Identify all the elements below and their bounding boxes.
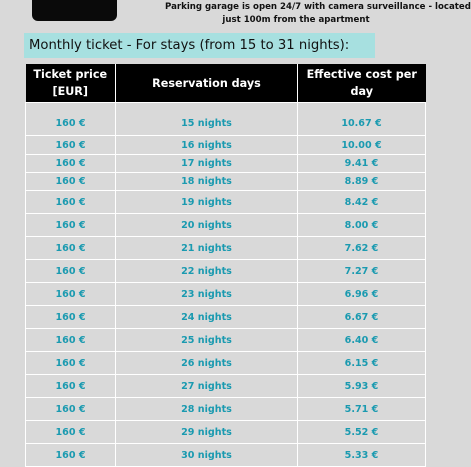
cell-price: 160 € [26,283,116,306]
cell-days: 25 nights [116,329,298,352]
table-row [26,237,426,260]
column-header-days: Reservation days [116,64,298,103]
table-row [26,155,426,173]
cell-price: 160 € [26,173,116,191]
section-title: Monthly ticket - For stays (from 15 to 31 nights): [29,38,350,53]
cell-price: 160 € [26,375,116,398]
cell-cost: 8.42 € [298,191,426,214]
parking-notice [165,1,471,26]
table-row [26,329,426,352]
cell-days: 16 nights [116,136,298,155]
cell-days: 15 nights [116,103,298,136]
table-row [26,103,426,136]
table-row [26,352,426,375]
cell-cost: 5.93 € [298,375,426,398]
notice-line-2: just 100m from the apartment [222,14,370,25]
cell-days: 29 nights [116,421,298,444]
section-title-bar [24,33,375,58]
cell-cost: 5.33 € [298,444,426,467]
cell-cost: 6.96 € [298,283,426,306]
cell-days: 27 nights [116,375,298,398]
table-row [26,421,426,444]
cell-cost: 6.67 € [298,306,426,329]
table-header-row [26,64,426,103]
notice-line-1: Parking garage is open 24/7 with camera surveillance - located [165,2,471,12]
cell-days: 22 nights [116,260,298,283]
cell-cost: 8.89 € [298,173,426,191]
cell-cost: 8.00 € [298,214,426,237]
cell-days: 19 nights [116,191,298,214]
table-row [26,136,426,155]
cell-cost: 6.15 € [298,352,426,375]
cell-price: 160 € [26,329,116,352]
table-row [26,260,426,283]
cell-price: 160 € [26,155,116,173]
cell-price: 160 € [26,214,116,237]
cell-cost: 6.40 € [298,329,426,352]
cell-days: 26 nights [116,352,298,375]
table-row [26,173,426,191]
cell-cost: 7.62 € [298,237,426,260]
table-row [26,306,426,329]
cell-price: 160 € [26,352,116,375]
cell-price: 160 € [26,421,116,444]
cell-days: 28 nights [116,398,298,421]
cell-price: 160 € [26,398,116,421]
table-row [26,214,426,237]
table-row [26,191,426,214]
cell-cost: 9.41 € [298,155,426,173]
cell-cost: 10.00 € [298,136,426,155]
header-graphic [32,0,117,21]
column-header-cost: Effective cost per day [298,64,426,103]
cell-cost: 7.27 € [298,260,426,283]
cell-price: 160 € [26,191,116,214]
cell-cost: 10.67 € [298,103,426,136]
table-row [26,375,426,398]
table-row [26,444,426,467]
cell-price: 160 € [26,237,116,260]
table-row [26,398,426,421]
cell-days: 30 nights [116,444,298,467]
price-table [25,64,426,467]
cell-days: 21 nights [116,237,298,260]
cell-days: 23 nights [116,283,298,306]
cell-days: 17 nights [116,155,298,173]
table-row [26,283,426,306]
cell-price: 160 € [26,444,116,467]
cell-price: 160 € [26,136,116,155]
cell-price: 160 € [26,103,116,136]
cell-cost: 5.71 € [298,398,426,421]
cell-days: 24 nights [116,306,298,329]
column-header-price: Ticket price [EUR] [26,64,116,103]
cell-price: 160 € [26,260,116,283]
cell-days: 18 nights [116,173,298,191]
cell-days: 20 nights [116,214,298,237]
cell-cost: 5.52 € [298,421,426,444]
cell-price: 160 € [26,306,116,329]
